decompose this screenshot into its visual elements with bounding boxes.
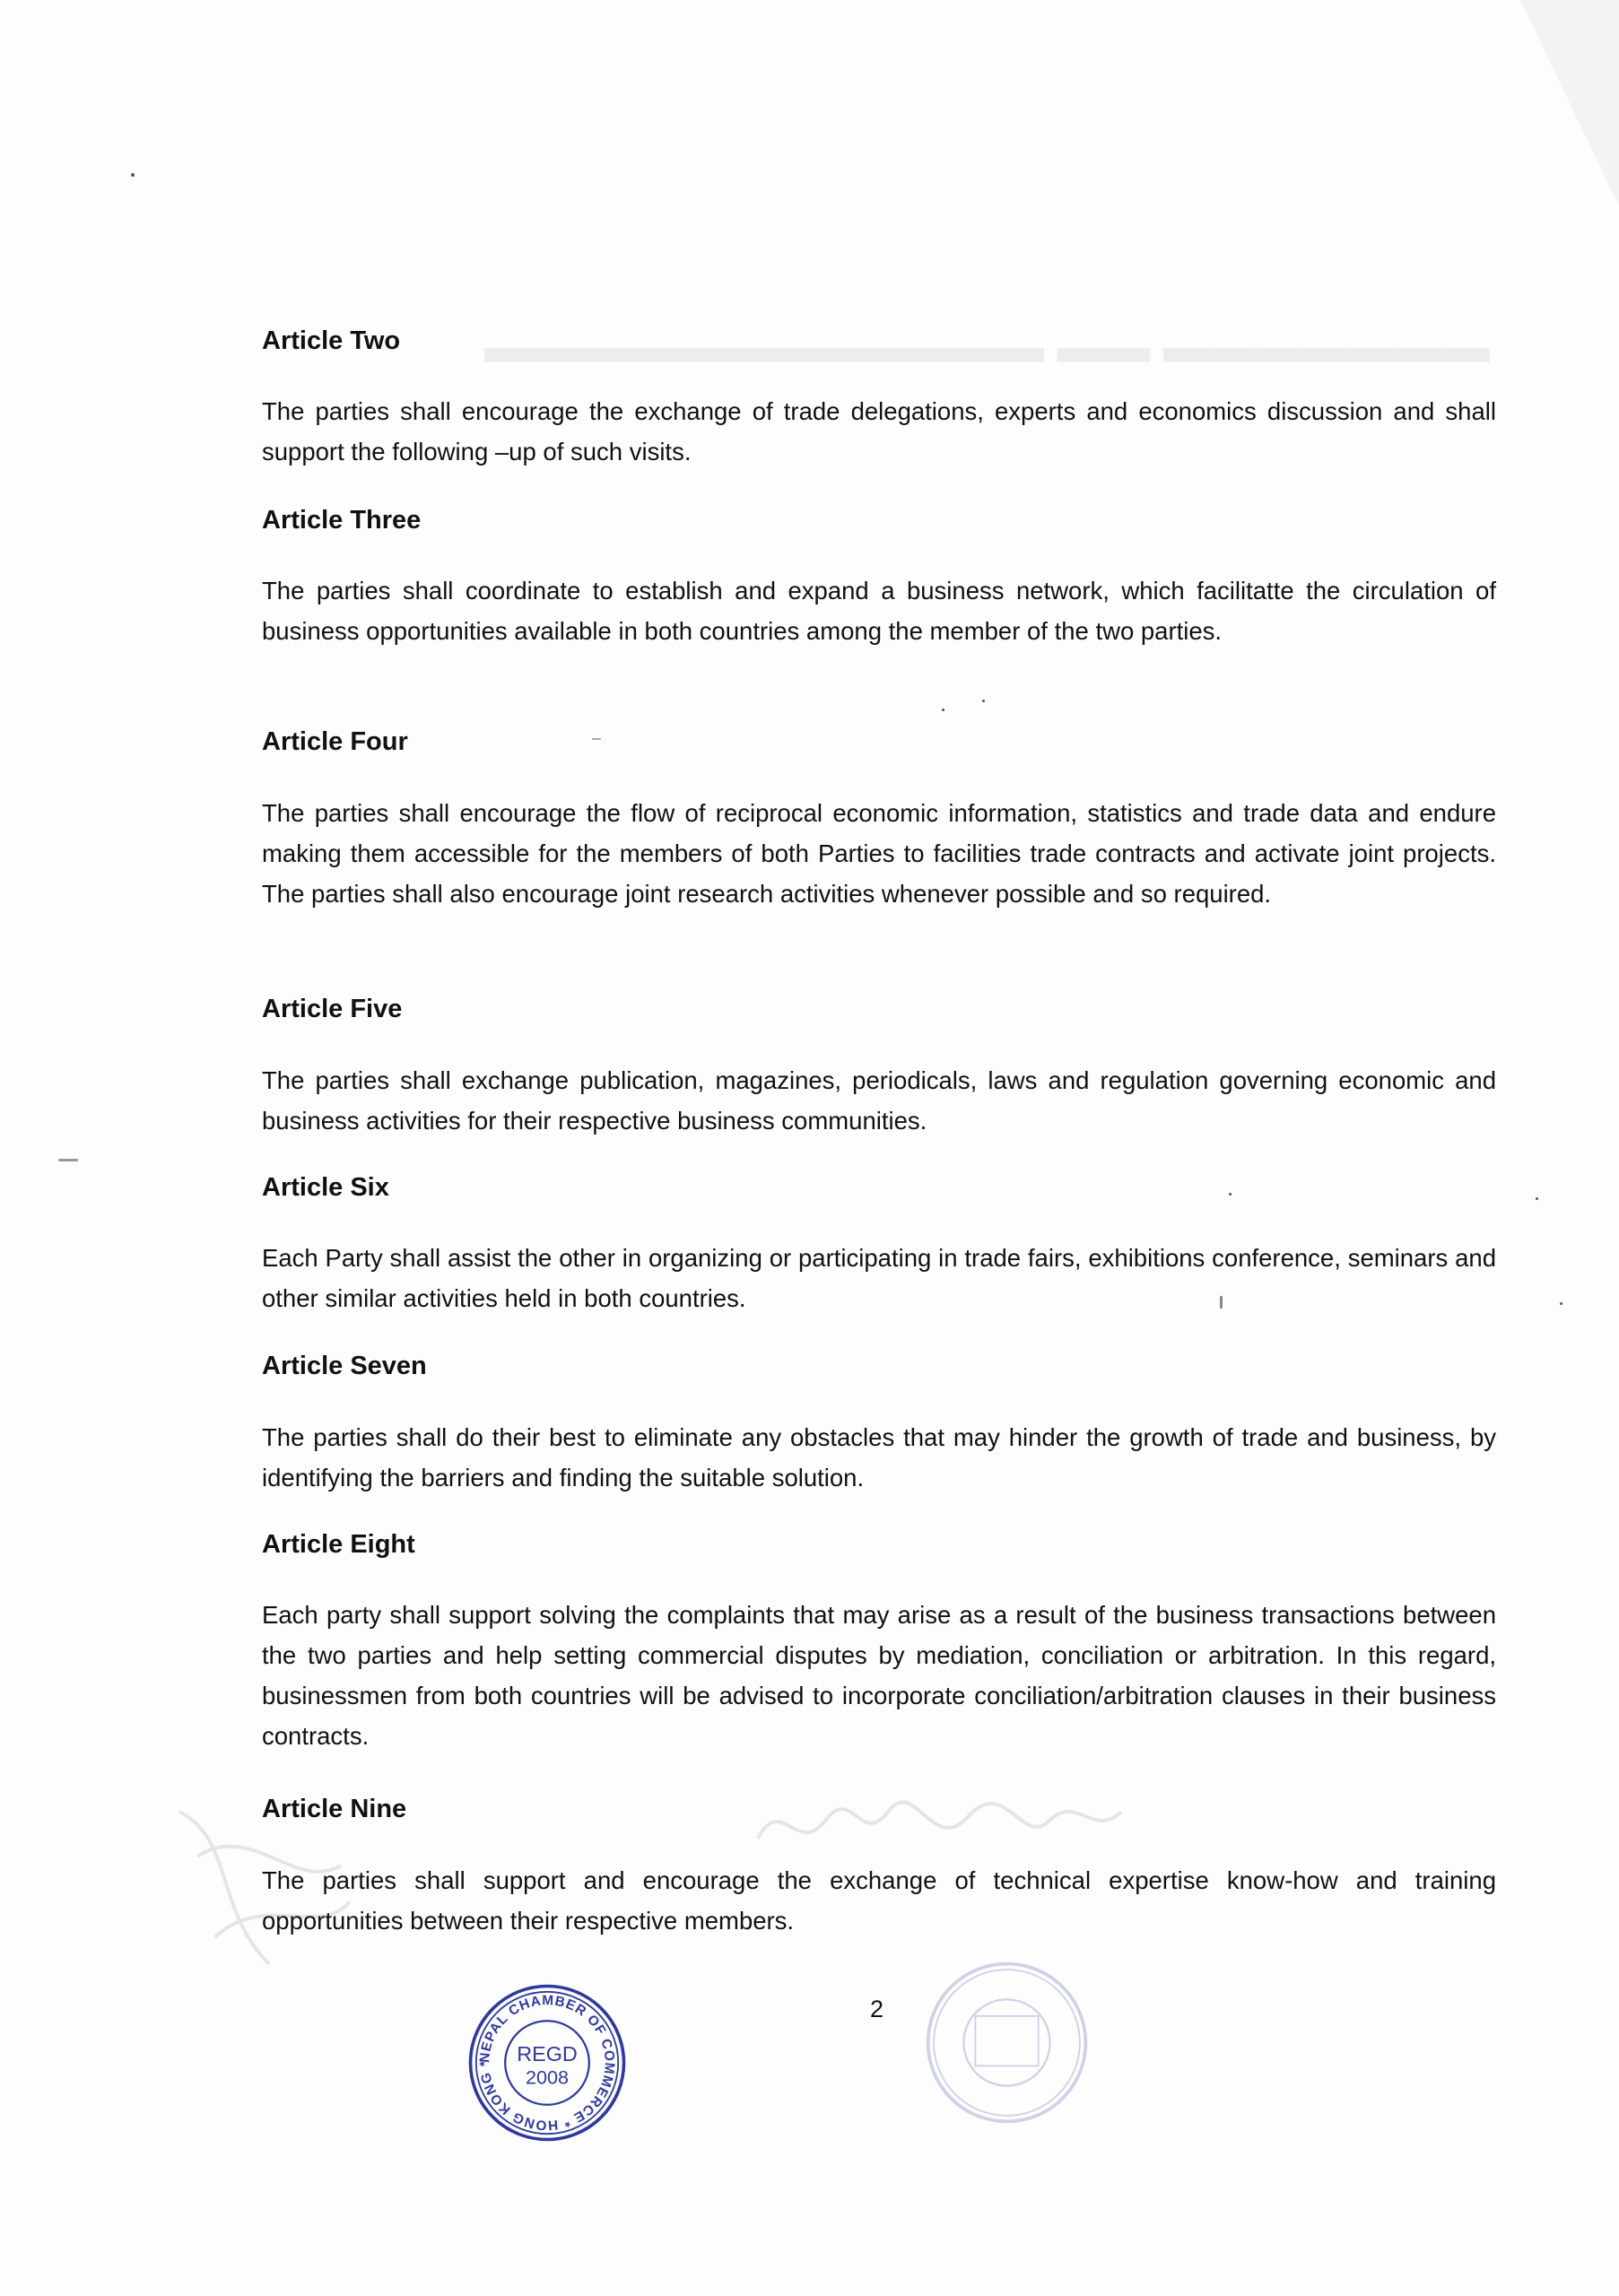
article-body: The parties shall encourage the exchange of trade delegations, experts and economics discussion and shall support the following –up of such visits. [262, 397, 1496, 465]
article-body: Each Party shall assist the other in organizing or participating in trade fairs, exhibitions conference, seminars and other similar activities held in both countries. [262, 1244, 1496, 1312]
scan-speck [58, 1159, 78, 1161]
folded-corner [1520, 0, 1619, 206]
svg-text:REGD: REGD [517, 2042, 578, 2066]
article-body: Each party shall support solving the complaints that may arise as a result of the business transactions between the two parties and help setting commercial disputes by mediation, conciliation or arbitration. In this regard, businessmen from both countries will be advised to incorporate conciliation/arbitration clauses in their business contracts. [262, 1601, 1496, 1750]
show-through-title: ▬▬▬▬▬▬▬ ▬▬ ▬▬▬▬▬▬▬▬▬▬▬▬ [484, 337, 1490, 389]
scan-speck [1220, 1296, 1223, 1309]
article-heading: Article Seven [262, 1352, 427, 1380]
article-body: The parties shall do their best to eliminate any obstacles that may hinder the growth of trade and business, by identifying the barriers and finding the suitable solution. [262, 1423, 1496, 1492]
article-heading: Article Five [262, 995, 403, 1023]
article-body: The parties shall exchange publication, magazines, periodicals, laws and regulation governing economic and business activities for their respective business communities. [262, 1066, 1496, 1135]
scan-speck [982, 700, 985, 702]
scan-speck [131, 173, 135, 177]
svg-text:2008: 2008 [525, 2066, 570, 2089]
page-number: 2 [870, 1996, 884, 2022]
scan-speck [1560, 1302, 1562, 1305]
chamber-seal-stamp [466, 1982, 628, 2144]
article-heading: Article Three [262, 506, 422, 535]
article-heading: Article Two [262, 326, 401, 355]
article-heading: Article Six [262, 1173, 389, 1202]
article-body: The parties shall encourage the flow of reciprocal economic information, statistics and trade data and endure making them accessible for the members of both Parties to facilities trade contracts and activate joint projects. The parties shall also encourage joint research activities whenever possible and so required. [262, 799, 1496, 908]
show-through-signature [753, 1785, 1130, 1866]
scan-speck [942, 709, 944, 711]
article-heading: Article Nine [262, 1795, 407, 1823]
scan-speck [1229, 1193, 1232, 1196]
scan-speck [1536, 1197, 1538, 1200]
article-heading: Article Eight [262, 1530, 415, 1559]
article-body: The parties shall coordinate to establish and expand a business network, which facilitatte the circulation of business opportunities available in both countries among the member of the two parties. [262, 577, 1496, 645]
scan-speck [592, 738, 601, 740]
article-heading: Article Four [262, 727, 408, 756]
svg-text:NEPAL CHAMBER OF COMMERCE * HO: NEPAL CHAMBER OF COMMERCE * HONG KONG * [476, 1993, 618, 2134]
show-through-seal [924, 1960, 1090, 2126]
article-body: The parties shall support and encourage the exchange of technical expertise know-how and training opportunities between their respective members. [262, 1866, 1496, 1935]
